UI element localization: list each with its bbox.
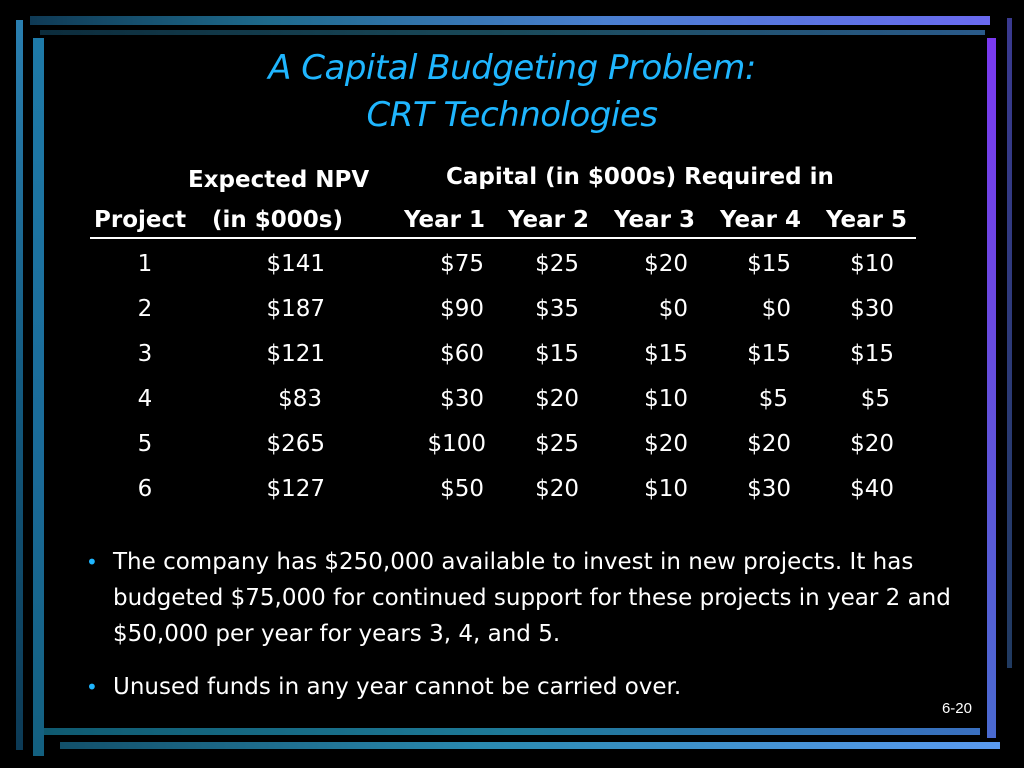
bullet-text: The company has $250,000 available to invest in new projects. It has budgeted $75,000 for continued support for these projects in year 2 and $50,000 per year for years 3, 4, and 5. [113,549,951,647]
cell-project: 4 [137,386,153,412]
cell-year-2: $20 [535,386,579,412]
cell-year-2: $35 [535,296,579,322]
cell-year-4: $0 [761,296,791,322]
header-year-4: Year 4 [720,207,802,233]
cell-project: 6 [137,476,153,502]
cell-year-1: $30 [440,386,484,412]
cell-year-2: $15 [535,341,579,367]
cell-npv: $127 [266,476,325,502]
cell-npv: $265 [266,431,325,457]
cell-year-5: $10 [850,251,894,277]
cell-year-5: $40 [850,476,894,502]
cell-year-3: $0 [658,296,688,322]
cell-year-4: $5 [758,386,788,412]
bullet-dot-icon: • [86,675,98,699]
cell-year-4: $30 [747,476,791,502]
cell-project: 3 [137,341,153,367]
header-project: Project [94,207,187,233]
header-capital-required: Capital (in $000s) Required in [446,164,834,190]
cell-project: 2 [137,296,153,322]
header-rule [90,237,916,239]
cell-year-2: $25 [535,431,579,457]
header-year-1: Year 1 [404,207,486,233]
cell-year-3: $10 [644,386,688,412]
decorative-bar-bottom-outer [60,742,1000,749]
bullet-dot-icon: • [86,550,98,574]
cell-year-3: $10 [644,476,688,502]
cell-year-3: $20 [644,251,688,277]
header-year-2: Year 2 [508,207,590,233]
cell-year-2: $25 [535,251,579,277]
bullet-text: Unused funds in any year cannot be carried over. [113,674,682,700]
slide-number: 6-20 [941,700,972,717]
header-year-3: Year 3 [614,207,696,233]
cell-year-1: $60 [440,341,484,367]
header-year-5: Year 5 [826,207,908,233]
cell-year-1: $100 [427,431,486,457]
decorative-bar-bottom [44,728,980,735]
header-npv-units: (in $000s) [212,207,343,233]
cell-npv: $141 [266,251,325,277]
decorative-bar-top [30,16,990,25]
decorative-bar-right [987,38,996,738]
slide-title-line-2: CRT Technologies [366,95,658,135]
bullet-item [86,544,966,652]
cell-npv: $121 [266,341,325,367]
cell-year-4: $15 [747,341,791,367]
decorative-bar-top-inner [40,30,985,35]
cell-npv: $83 [278,386,322,412]
bullet-item [86,669,966,705]
cell-project: 5 [137,431,153,457]
cell-year-1: $50 [440,476,484,502]
cell-year-1: $90 [440,296,484,322]
cell-year-4: $20 [747,431,791,457]
cell-year-5: $15 [850,341,894,367]
cell-year-4: $15 [747,251,791,277]
cell-year-5: $30 [850,296,894,322]
cell-npv: $187 [266,296,325,322]
cell-year-5: $20 [850,431,894,457]
cell-year-1: $75 [440,251,484,277]
cell-project: 1 [137,251,153,277]
cell-year-5: $5 [860,386,890,412]
cell-year-3: $20 [644,431,688,457]
cell-year-2: $20 [535,476,579,502]
slide-title-line-1: A Capital Budgeting Problem: [268,48,756,88]
decorative-bar-left-inner [33,38,44,756]
header-expected-npv: Expected NPV [188,167,370,193]
cell-year-3: $15 [644,341,688,367]
